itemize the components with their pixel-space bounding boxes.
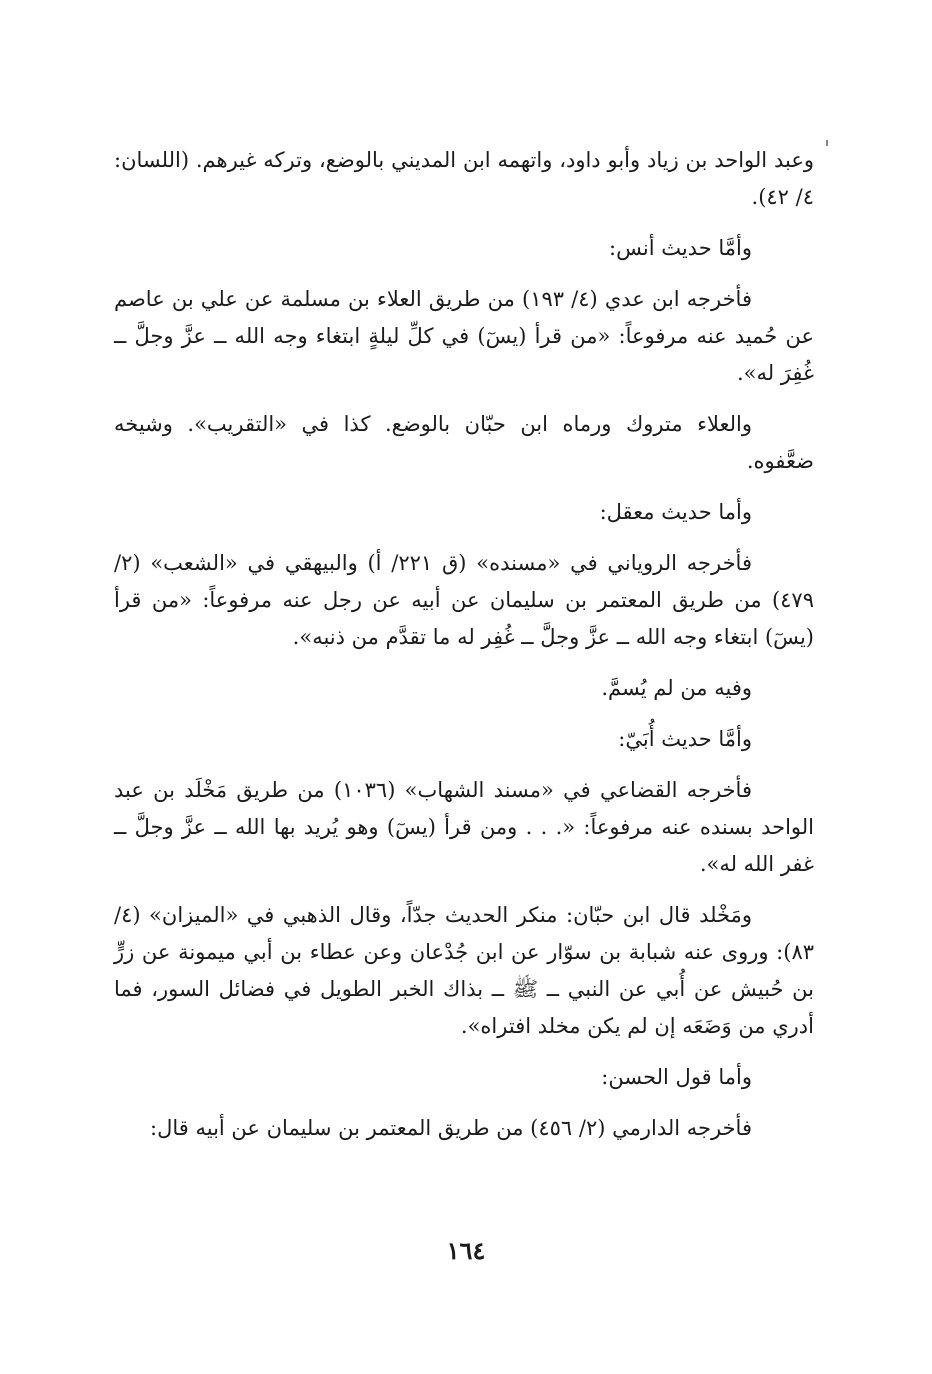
paragraph-makhlad: ومَخْلد قال ابن حبّان: منكر الحديث جدّاً، وقال الذهبي في «الميزان» (٤/ ٨٣): وروى عنه شبابة بن سوّار عن ابن جُدْعان وعن عطاء بن أبي ميمونة عن زرٍّ بن حُبيش عن أُبي عن النبي ــ ﷺ ــ بذاك الخبر الطويل في فضائل السور، فما أدري من وَضَعَه إن لم يكن مخلد افتراه». [114,903,814,1038]
heading-ubayy: وأمَّا حديث أُبَيّ: [618,727,752,751]
body-text [114,142,814,1161]
paragraph-qudai: فأخرجه القضاعي في «مسند الشهاب» (١٠٣٦) من طريق مَخْلَد بن عبد الواحد بسنده عنه مرفوعاً: «. . . ومن قرأ (يسٓ) وهو يُريد بها الله ــ عزَّ وجلَّ ــ غفر الله له». [114,778,814,876]
paragraph-unnamed: وفيه من لم يُسمَّ. [601,676,752,700]
paragraph-ibn-adi: فأخرجه ابن عدي (٤/ ١٩٣) من طريق العلاء بن مسلمة عن علي بن عاصم عن حُميد عنه مرفوعاً: «من قرأ (يسٓ) في كلِّ ليلةٍ ابتغاء وجه الله ــ عزَّ وجلَّ ــ غُفِرَ له». [114,287,814,385]
heading-hasan: وأما قول الحسن: [601,1065,752,1089]
paragraph-darimi: فأخرجه الدارمي (٢/ ٤٥٦) من طريق المعتمر بن سليمان عن أبيه قال: [150,1116,752,1140]
page-number: ١٦٤ [446,1236,486,1265]
paragraph-alaa: والعلاء متروك ورماه ابن حبّان بالوضع. كذا في «التقريب». وشيخه ضعَّفوه. [114,412,814,473]
heading-anas: وأمَّا حديث أنس: [609,236,752,260]
paragraph-rouyani: فأخرجه الروياني في «مسنده» (ق ٢٢١/ أ) والبيهقي في «الشعب» (٢/ ٤٧٩) من طريق المعتمر بن سليمان عن أبيه عن رجل عنه مرفوعاً: «من قرأ (يسٓ) ابتغاء وجه الله ــ عزَّ وجلَّ ــ غُفِر له ما تقدَّم من ذنبه». [114,551,814,649]
scan-mark [826,140,828,146]
paragraph-continuation: وعبد الواحد بن زياد وأبو داود، واتهمه ابن المديني بالوضع، وتركه غيرهم. (اللسان: ٤/ ٤٢). [114,148,814,209]
heading-maqil: وأما حديث معقل: [599,500,752,524]
